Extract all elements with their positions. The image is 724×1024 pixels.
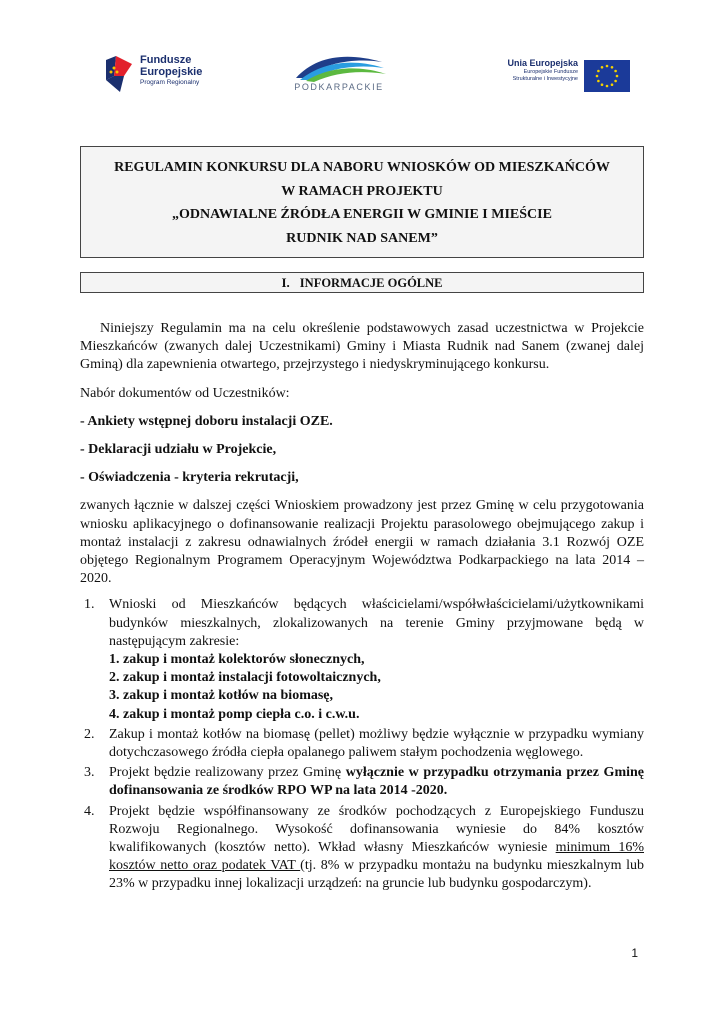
section-title: INFORMACJE OGÓLNE — [299, 276, 443, 290]
item-text-underlined: minimum 16% kosztów netto oraz podatek VAT — [109, 840, 644, 874]
fe-line1: Fundusze — [140, 54, 192, 66]
eu-flag-icon — [584, 60, 630, 92]
item-text-end: (tj. 8% w przypadku montażu na budynku mieszkalnym lub 23% w przypadku innej lokalizacji urządzeń: na gruncie lub budynku gospodarczym). — [109, 858, 644, 892]
item-text: Zakup i montaż kotłów na biomasę (pellet) możliwy będzie wyłącznie w przypadku wymiany dotychczasowego źródła ciepła opalanego paliwem stałym pochodzenia węglowego. — [109, 726, 644, 761]
title-line-3: „ODNAWIALNE ŹRÓDŁA ENERGII W GMINIE I MIEŚCIE — [172, 207, 552, 222]
item-text: Projekt będzie realizowany przez Gminę — [109, 765, 346, 781]
item-number: 3. — [84, 765, 95, 781]
item-text-bold: wyłącznie w przypadku otrzymania przez Gminę dofinansowania ze środków RPO WP na lata 2014 -2020. — [109, 765, 644, 799]
item-text: Wnioski od Mieszkańców będących właścicielami/współwłaścicielami/użytkownikami budynków mieszkalnych, zlokalizowanych na terenie Gminy przyjmowane będą w następującym zakresie: — [109, 597, 644, 649]
list-item — [80, 596, 644, 723]
list-item — [80, 803, 644, 894]
item-number: 2. — [84, 726, 95, 742]
scope-item: 4. zakup i montaż pomp ciepła c.o. i c.w.u. — [109, 706, 360, 722]
list-item — [80, 764, 644, 800]
scope-list — [109, 651, 644, 724]
item-number: 4. — [84, 803, 95, 819]
document-title-box — [80, 146, 644, 258]
scope-item: 1. zakup i montaż kolektorów słonecznych, — [109, 652, 365, 668]
document-body — [80, 320, 644, 896]
rules-list — [80, 596, 644, 893]
section-number: I. — [281, 275, 290, 290]
ue-line3: Strukturalne i Inwestycyjne — [512, 76, 578, 82]
fundusze-europejskie-logo — [104, 52, 224, 100]
fundusze-europejskie-flag-icon — [104, 54, 134, 94]
doc-item: - Deklaracji udziału w Projekcie, — [80, 442, 277, 458]
doc-item: - Oświadczenia - kryteria rekrutacji, — [80, 470, 299, 486]
unia-europejska-text — [478, 58, 578, 83]
podkarpackie-logo — [286, 48, 392, 98]
title-line-1: REGULAMIN KONKURSU DLA NABORU WNIOSKÓW OD MIESZKAŃCÓW — [114, 160, 610, 175]
nabor-paragraph: Nabór dokumentów od Uczestników: — [80, 385, 290, 401]
fe-line3: Program Regionalny — [140, 79, 200, 86]
page-number: 1 — [631, 946, 638, 960]
intro-paragraph: Niniejszy Regulamin ma na celu określenie podstawowych zasad uczestnictwa w Projekcie Mieszkańców (zwanych dalej Uczestnikami) Gminy i Miasta Rudnik nad Sanem (zwanej dalej Gminą) dla zapewnienia otwartego, przejrzystego i niedyskryminującego konkursu. — [80, 321, 644, 373]
title-line-2: W RAMACH PROJEKTU — [281, 183, 443, 199]
scope-item: 2. zakup i montaż instalacji fotowoltaicznych, — [109, 670, 381, 686]
item-number: 1. — [84, 597, 95, 613]
fundusze-europejskie-text — [140, 54, 202, 88]
section-heading — [80, 272, 644, 293]
item-text: Projekt będzie współfinansowany ze środków pochodzących z Europejskiego Funduszu Rozwoju Regionalnego. Wysokość dofinansowania wyniesie do 84% kosztów kwalifikowanych (kosztów netto). Wkład własny Mieszkańców wyniesie — [109, 803, 644, 856]
ue-line2: Europejskie Fundusze — [523, 69, 578, 75]
doc-item: - Ankiety wstępnej doboru instalacji OZE. — [80, 413, 333, 429]
zwanych-paragraph: zwanych łącznie w dalszej części Wnioskiem prowadzony jest przez Gminę w celu przygotowania wniosku aplikacyjnego o dofinansowanie realizacji Projektu parasolowego obejmującego zakup i montaż instalacji z zakresu odnawialnych źródeł energii w ramach działania 3.1 Rozwój OZE objętego Regionalnym Programem Operacyjnym Województwa Podkarpackiego na lata 2014 – 2020. — [80, 498, 644, 587]
podkarpackie-hills-icon — [286, 48, 392, 82]
unia-europejska-logo — [478, 58, 628, 98]
ue-line1: Unia Europejska — [507, 58, 578, 68]
list-item — [80, 726, 644, 762]
header-logos — [96, 48, 636, 100]
fe-line2: Europejskie — [140, 66, 203, 78]
podkarpackie-text: PODKARPACKIE — [294, 82, 384, 92]
scope-item: 3. zakup i montaż kotłów na biomasę, — [109, 688, 334, 704]
title-line-4: RUDNIK NAD SANEM” — [286, 230, 438, 246]
